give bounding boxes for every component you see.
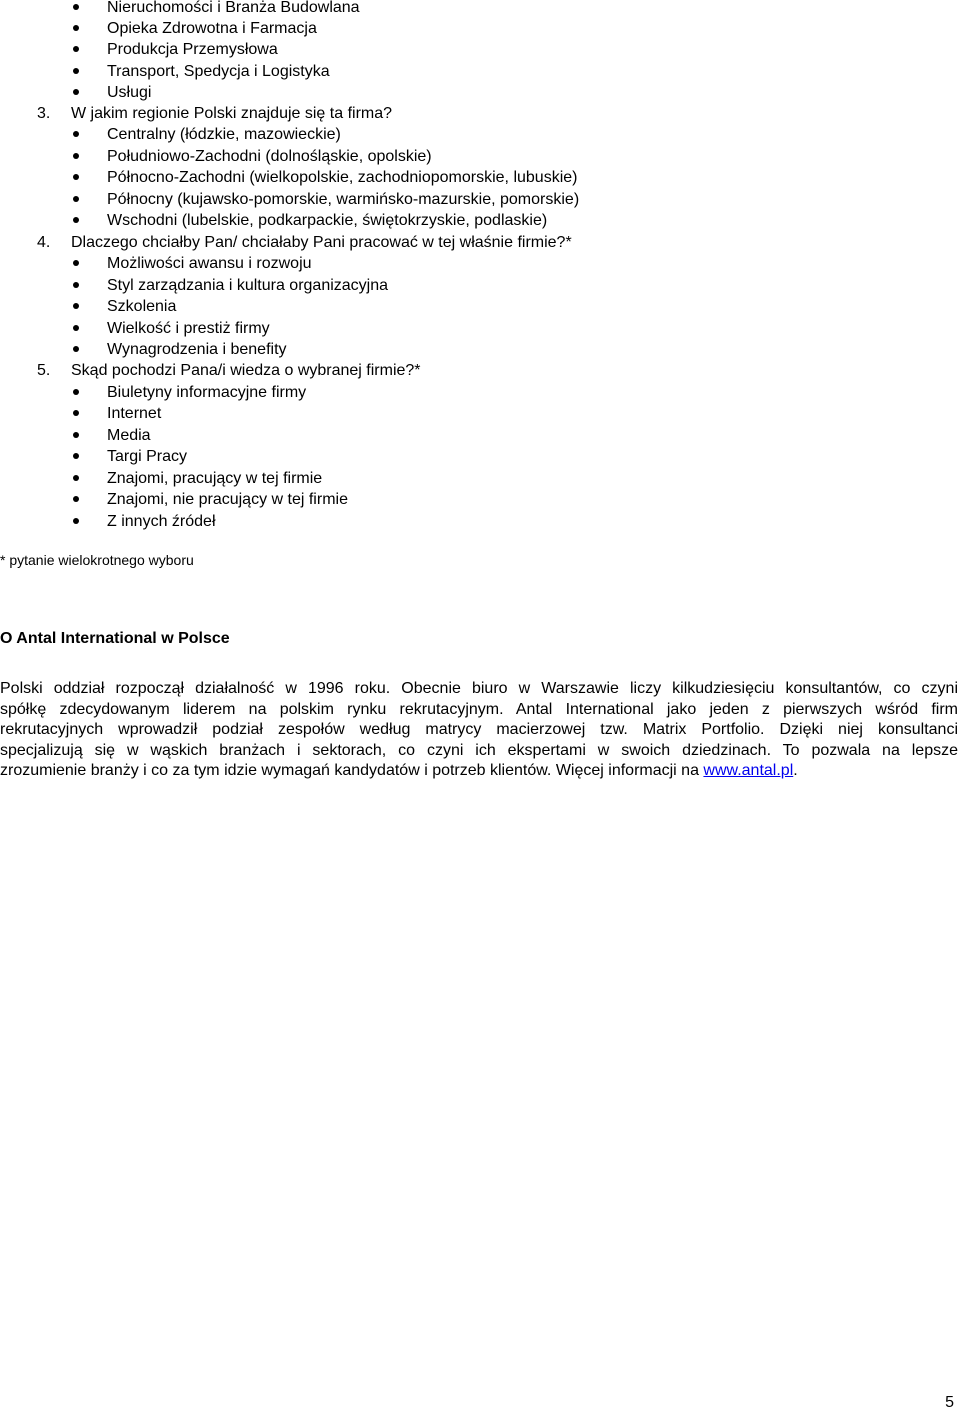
bullet-icon (73, 174, 79, 180)
paragraph-line: zrozumienie branży i co za tym idzie wymagań kandydatów i potrzeb klientów. Więcej informacji na (0, 762, 704, 780)
footnote: * pytanie wielokrotnego wyboru (0, 552, 194, 568)
bullet-icon (73, 282, 79, 288)
question-number: 3. (37, 105, 51, 122)
bullet-icon (73, 475, 79, 481)
paragraph-line: spółkę zdecydowanym liderem na polskim rynku rekrutacyjnym. Antal International jako jeden z pierwszych wśród firm (0, 700, 958, 718)
bullet-icon (73, 325, 79, 331)
bullet-icon (73, 46, 79, 52)
about-paragraph (0, 679, 958, 782)
paragraph-line-last (0, 761, 958, 782)
question-text: Skąd pochodzi Pana/i wiedza o wybranej firmie?* (71, 362, 421, 379)
bullet-icon (73, 518, 79, 524)
document-page: Nieruchomości i Branża Budowlana Opieka Zdrowotna i Farmacja Produkcja Przemysłowa Transport, Spedycja i Logistyka Usługi 3. W jakim regionie Polski znajduje się ta firma? Centralny (łódzkie, mazowieckie) Południowo-Zachodni (dolnośląskie, opolskie) Północno-Zachodni (wielkopolskie, zachodniopomorskie, lubuskie) Północny (kujawsko-pomorskie, warmińsko-mazurskie, pomorskie) Wschodni (lubelskie, podkarpackie, świętokrzyskie, podlaskie) 4. Dlaczego chciałby Pan/ chciałaby Pani pracować w tej właśnie firmie?* Możliwości awansu i rozwoju Styl zarządzania i kultura organizacyjna Szkolenia Wielkość i prestiż firmy Wynagrodzenia i benefity 5. Skąd pochodzi Pana/i wiedza o wybranej firmie?* Biuletyny informacyjne firmy Internet Media Targi Pracy Znajomi, pracujący w tej firmie Znajomi, nie pracujący w tej firmie Z innych źródeł * pytanie wielokrotnego wyboru O Antal International w Polsce Polski oddział rozpoczął działalność w 1996 roku. Obecnie biuro w Warszawie liczy kilkudziesięciu konsultantów, co czyni spółkę zdecydowanym liderem na polskim rynku rekrutacyjnym. Antal International jako jeden z pierwszych wśród firm rekrutacyjnych wprowadził podział zespołów według matrycy macierzowej tzw. Matrix Portfolio. Dzięki niej konsultanci specjalizują się w wąskich branżach i sektorach, co czyni ich ekspertami w swoich dziedzinach. To pozwala na lepsze zrozumienie branży i co za tym idzie wymagań kandydatów i potrzeb klientów. Więcej informacji na www.antal.pl. 5 (0, 0, 958, 1411)
bullet-icon (73, 25, 79, 31)
bullet-icon (73, 4, 79, 10)
bullet-icon (73, 131, 79, 137)
bullet-icon (73, 196, 79, 202)
bullet-icon (73, 432, 79, 438)
question-3 (0, 103, 960, 124)
paragraph-end: . (793, 762, 798, 780)
bullet-icon (73, 496, 79, 502)
bullet-icon (73, 260, 79, 266)
paragraph-line: Polski oddział rozpoczął działalność w 1996 roku. Obecnie biuro w Warszawie liczy kilkudziesięciu konsultantów, co czyni (0, 680, 958, 697)
page-number: 5 (945, 1394, 954, 1411)
bullet-icon (73, 346, 79, 352)
bullet-icon (73, 410, 79, 416)
bullet-icon (73, 153, 79, 159)
paragraph-line: rekrutacyjnych wprowadził podział zespołów według matrycy macierzowej tzw. Matrix Portfolio. Dzięki niej konsultanci (0, 721, 958, 739)
question-number: 4. (37, 234, 51, 251)
paragraph-line: specjalizują się w wąskich branżach i sektorach, co czyni ich ekspertami w swoich dziedzinach. To pozwala na lepsze (0, 741, 958, 759)
website-link[interactable]: www.antal.pl (703, 762, 794, 780)
bullet-icon (73, 453, 79, 459)
bullet-icon (73, 389, 79, 395)
question-text: Dlaczego chciałby Pan/ chciałaby Pani pracować w tej właśnie firmie?* (71, 234, 572, 251)
bullet-icon (73, 217, 79, 223)
question-text: W jakim regionie Polski znajduje się ta firma? (71, 105, 393, 122)
bullet-icon (73, 68, 79, 74)
question-4 (0, 232, 960, 253)
bullet-icon (73, 303, 79, 309)
question-number: 5. (37, 362, 51, 379)
section-heading: O Antal International w Polsce (0, 630, 230, 647)
bullet-icon (73, 89, 79, 95)
question-5 (0, 360, 960, 381)
